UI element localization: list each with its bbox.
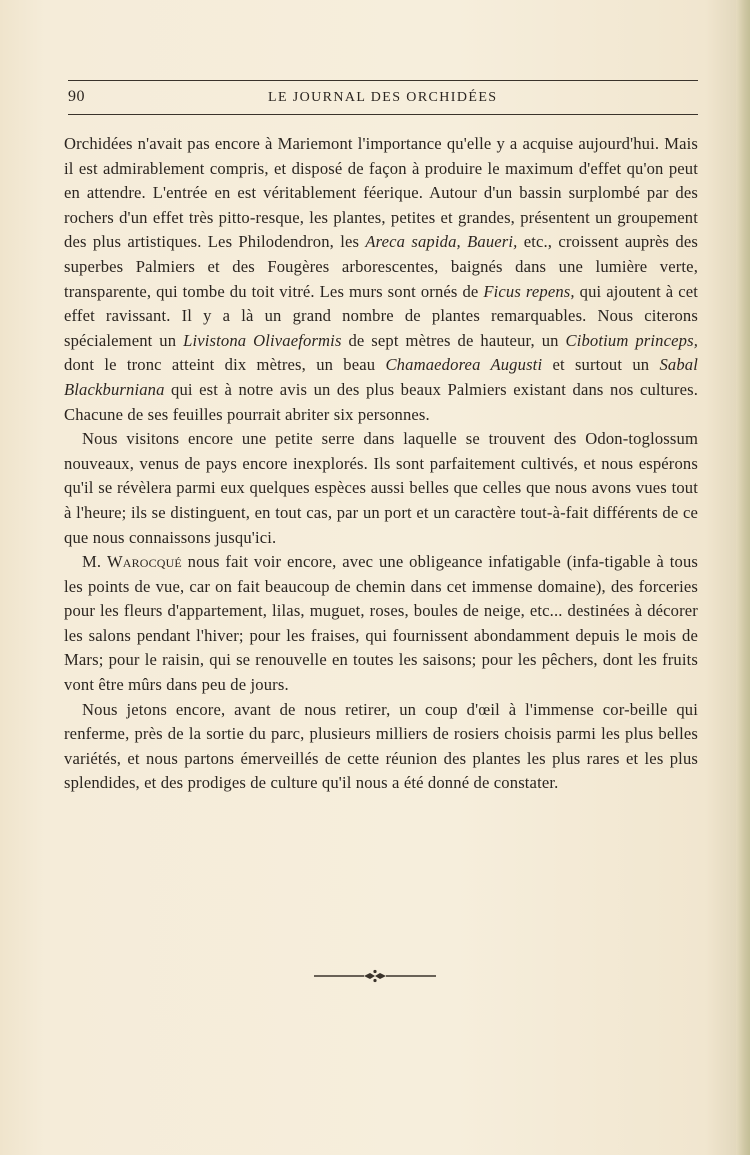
plant-name: Ficus repens,	[483, 281, 575, 301]
text-run: Orchidées n'avait pas encore à Mariemont l'importance qu'elle y a acquise aujourd'hui. Mais il est admirablement compris, et disposé de façon à produire le maximum d'effet qu'on peut en attendre. L'entrée en est véritablement féerique. Autour d'un bassin surplombé par des rochers d'un effet très pitto-resque, les plantes, petites et grandes, présentent un groupement des plus artistiques. Les Philodendron, les	[64, 134, 698, 252]
plant-name: Livistona Olivaeformis	[183, 330, 342, 350]
text-run: qui est à notre avis un des plus beaux Palmiers existant dans nos cultures. Chacune de ses feuilles pourrait abriter six personnes.	[64, 379, 698, 424]
plant-name: Cibotium princeps,	[565, 330, 699, 350]
text-run: nous fait voir encore, avec une obligeance infatigable (infa-tigable à tous les points de vue, car on fait beaucoup de chemin dans cet immense domaine), des forceries pour les fleurs d'appartement, lilas, muguet, roses, boules de neige, etc... destinées à décorer les salons pendant l'hiver; pour les fraises, qui fournissent abondamment depuis le mois de Mars; pour le raisin, qui se renouvelle en toutes les saisons; pour les pêchers, dont les fruits vont être mûrs dans peu de jours.	[64, 552, 698, 695]
text-run: dont le tronc atteint dix mètres, un beau	[64, 355, 386, 375]
plant-name: Sabal Blackburniana	[64, 355, 699, 399]
paragraph-4: Nous jetons encore, avant de nous retirer, un coup d'œil à l'immense cor-beille qui renferme, près de la sortie du parc, plusieurs milliers de rosiers choisis parmi les plus belles variétés, et nous partons émerveillés de cette réunion des plantes les plus rares et les plus splendides, et des prodiges de culture qu'il nous a été donné de constater.	[64, 699, 698, 793]
text-run: M.	[82, 552, 107, 572]
text-run: etc., croissent auprès des superbes Palmiers et des Fougères arborescentes, baignés dans une lumière verte, transparente, qui tombe du toit vitré. Les murs sont ornés de	[64, 232, 698, 301]
plant-name: Chamaedorea Augusti	[385, 355, 543, 375]
page-edge	[736, 0, 750, 1155]
article-body	[64, 132, 698, 796]
header-rule-bottom	[68, 114, 698, 115]
running-title: LE JOURNAL DES ORCHIDÉES	[268, 90, 498, 105]
text-run: qui ajoutent à cet effet ravissant. Il y a là un grand nombre de plantes remarquables. Nous citerons spécialement un	[64, 281, 698, 350]
end-ornament	[312, 968, 438, 984]
header-rule-top	[68, 80, 698, 81]
paragraph-2: Nous visitons encore une petite serre dans laquelle se trouvent des Odon-toglossum nouveaux, venus de pays encore inexplorés. Ils sont parfaitement cultivés, et nous espérons qu'il se révèlera parmi eux quelques espèces aussi belles que celles que nous avons vues tout à l'heure; ils se distinguent, en tout cas, par un port et un caractère tout-à-fait différents de ce que nous connaissons jusqu'ici.	[64, 429, 698, 547]
plant-name: Areca sapida, Baueri,	[365, 232, 518, 252]
text-run: de sept mètres de hauteur, un	[341, 330, 566, 350]
page-number: 90	[68, 88, 85, 105]
paragraph-1	[64, 132, 698, 427]
person-name: Warocqué	[107, 552, 182, 572]
text-run: et surtout un	[542, 355, 660, 375]
page-header	[68, 76, 698, 120]
paragraph-3	[64, 550, 698, 698]
